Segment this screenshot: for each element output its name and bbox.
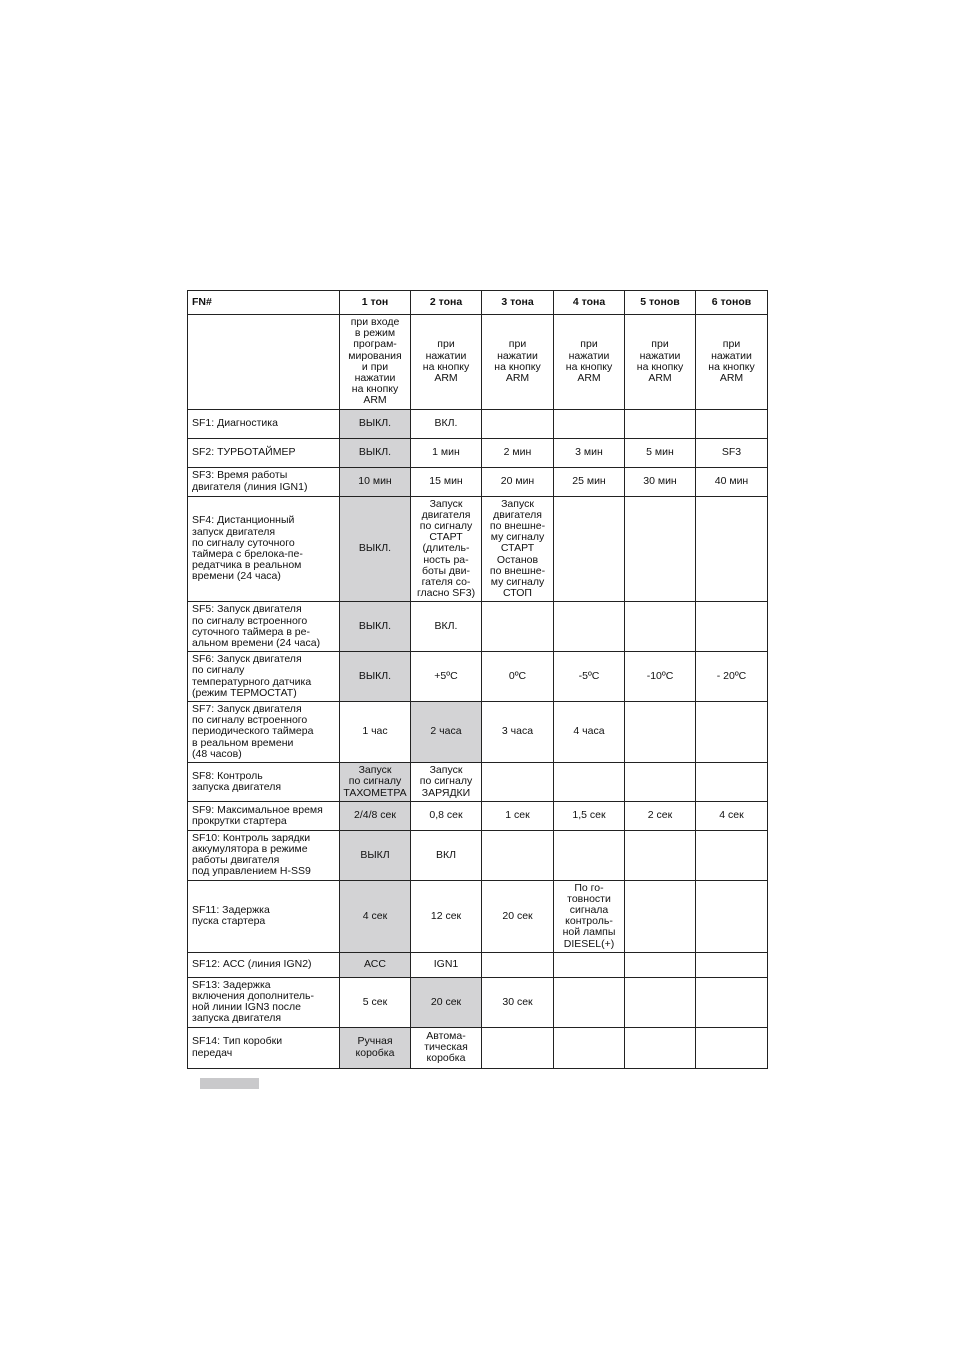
cell-value: АСС [364, 958, 386, 971]
row-label [188, 977, 340, 1027]
row-label [188, 315, 340, 410]
table-cell [411, 702, 482, 763]
cell-value: 40 мин [714, 475, 749, 488]
table-cell [411, 315, 482, 410]
table-cell [554, 409, 625, 438]
table-cell [482, 702, 554, 763]
table-cell [625, 1027, 696, 1068]
table-cell [340, 496, 411, 602]
cell-value: ВЫКЛ. [358, 620, 392, 633]
cell-value: при нажатии на кнопку ARM [422, 338, 470, 385]
cell-value: IGN1 [433, 958, 459, 971]
table-cell [625, 467, 696, 496]
cell-value: Запуск по сигналу ЗАРЯДКИ [419, 764, 473, 799]
table-row [188, 702, 768, 763]
cell-value: 0,8 сек [429, 809, 463, 822]
cell-value: ВЫКЛ. [358, 446, 392, 459]
table-row [188, 467, 768, 496]
table-header-row [188, 291, 768, 315]
table-cell [411, 952, 482, 977]
row-label-text: SF3: Время работы двигателя (линия IGN1) [192, 469, 308, 493]
table-cell [696, 438, 768, 467]
cell-value: ВЫКЛ [360, 848, 390, 861]
cell-value: 1 сек [505, 809, 530, 822]
row-label-text: SF2: ТУРБОТАЙМЕР [192, 446, 296, 459]
table-cell [411, 830, 482, 880]
table-row [188, 830, 768, 880]
table-cell [482, 1027, 554, 1068]
row-label-text: SF14: Тип коробки передач [192, 1035, 283, 1059]
table-cell [696, 652, 768, 702]
row-label-text: SF11: Задержка пуска стартера [192, 903, 270, 928]
cell-value: -5ºC [578, 670, 600, 683]
header-tone-5: 5 тонов [625, 291, 696, 315]
cell-value: ВКЛ. [434, 620, 458, 633]
cell-value: По го- товности сигнала контроль- ной лампы DIESEL(+) [562, 881, 616, 950]
table-cell [625, 763, 696, 802]
table-cell [625, 952, 696, 977]
table-row [188, 652, 768, 702]
table-cell [696, 880, 768, 952]
cell-value: ВКЛ [435, 848, 456, 861]
table-row [188, 763, 768, 802]
cell-value: 2 часа [430, 725, 462, 738]
cell-value: 20 мин [500, 475, 535, 488]
table-cell [340, 409, 411, 438]
cell-value: 2 сек [647, 809, 673, 822]
table-cell [554, 880, 625, 952]
table-row [188, 977, 768, 1027]
table-cell [554, 1027, 625, 1068]
cell-value: 15 мин [429, 475, 463, 488]
table-cell [554, 763, 625, 802]
row-label-text: SF13: Задержка включения дополнитель- ной линии IGN3 после запуска двигателя [192, 978, 314, 1025]
table-cell [625, 315, 696, 410]
table-cell [554, 801, 625, 830]
cell-value: 30 сек [502, 995, 533, 1008]
cell-value: ВЫКЛ. [358, 542, 392, 555]
table-cell [696, 409, 768, 438]
cell-value: 4 сек [362, 909, 388, 922]
row-label-text: SF4: Дистанционный запуск двигателя по сигналу суточного таймера с брелока-пе- редатчика в реальном времени (24 часа) [192, 514, 303, 583]
table-cell [696, 602, 768, 652]
default-value-legend-swatch [200, 1078, 259, 1089]
cell-value: SF3 [721, 446, 742, 459]
header-fn: FN# [188, 291, 340, 315]
cell-value: 4 часа [573, 725, 605, 738]
table-cell [482, 438, 554, 467]
table-cell [625, 496, 696, 602]
row-label-text: SF8: Контроль запуска двигателя [192, 769, 282, 793]
table-cell [625, 409, 696, 438]
table-cell [696, 952, 768, 977]
cell-value: - 20ºC [716, 670, 747, 683]
cell-value: 20 сек [502, 909, 533, 922]
table-cell [482, 652, 554, 702]
table-cell [482, 602, 554, 652]
table-row [188, 496, 768, 602]
table-cell [340, 315, 411, 410]
table-cell [554, 952, 625, 977]
cell-value: 2/4/8 сек [354, 809, 396, 822]
table-cell [696, 1027, 768, 1068]
table-cell [411, 496, 482, 602]
table-cell [411, 1027, 482, 1068]
cell-value: 20 сек [430, 995, 462, 1008]
table-row [188, 438, 768, 467]
table-cell [482, 315, 554, 410]
table-cell [340, 1027, 411, 1068]
table-cell [554, 830, 625, 880]
cell-value: при нажатии на кнопку ARM [565, 338, 613, 385]
table-cell [554, 438, 625, 467]
table-cell [696, 977, 768, 1027]
table-row [188, 952, 768, 977]
header-tone-2: 2 тона [411, 291, 482, 315]
table-cell [340, 602, 411, 652]
cell-value: 4 сек [719, 809, 744, 822]
table-cell [625, 438, 696, 467]
table-cell [482, 952, 554, 977]
cell-value: 30 мин [643, 475, 677, 488]
table-cell [554, 496, 625, 602]
cell-value: 1 мин [432, 446, 460, 459]
table-cell [411, 438, 482, 467]
function-settings-table [187, 290, 768, 1069]
row-label [188, 652, 340, 702]
table-cell [696, 830, 768, 880]
table-cell [482, 977, 554, 1027]
row-label [188, 801, 340, 830]
cell-value: 2 мин [503, 446, 532, 459]
table-cell [411, 977, 482, 1027]
table-cell [696, 702, 768, 763]
row-label-text: SF12: АСС (линия IGN2) [192, 958, 312, 971]
cell-value: Запуск двигателя по внешне- му сигналу СТАРТ Останов по внешне- му сигналу СТОП [489, 497, 546, 600]
cell-value: при нажатии на кнопку ARM [494, 338, 541, 385]
table-cell [625, 880, 696, 952]
table-row [188, 409, 768, 438]
table-cell [696, 315, 768, 410]
table-cell [625, 977, 696, 1027]
cell-value: 3 часа [501, 725, 534, 738]
cell-value: ВЫКЛ. [358, 670, 392, 683]
table-cell [625, 801, 696, 830]
row-label [188, 1027, 340, 1068]
row-label [188, 880, 340, 952]
cell-value: 1 час [362, 725, 388, 738]
cell-value: 25 мин [572, 475, 606, 488]
table-cell [340, 652, 411, 702]
table-cell [554, 977, 625, 1027]
table-cell [411, 801, 482, 830]
cell-value: Автома- тическая коробка [424, 1029, 468, 1065]
cell-value: ВЫКЛ. [358, 417, 392, 430]
row-label [188, 763, 340, 802]
table-cell [625, 702, 696, 763]
table-cell [482, 830, 554, 880]
cell-value: ВКЛ. [434, 417, 458, 430]
table-cell [554, 602, 625, 652]
row-label-text: SF1: Диагностика [192, 417, 278, 430]
row-label-text: SF10: Контроль зарядки аккумулятора в режиме работы двигателя под управлением H-SS9 [192, 831, 311, 878]
cell-value: при нажатии на кнопку ARM [636, 338, 684, 385]
table-cell [411, 652, 482, 702]
table-cell [482, 496, 554, 602]
cell-value: -10ºC [646, 670, 674, 683]
cell-value: при нажатии на кнопку ARM [708, 338, 755, 385]
row-label-text: SF5: Запуск двигателя по сигналу встроенного суточного таймера в ре- альном времени (24 часа) [192, 603, 321, 650]
table-cell [482, 763, 554, 802]
header-tone-3: 3 тона [482, 291, 554, 315]
cell-value: Запуск двигателя по сигналу СТАРТ (длитель- ность ра- боты дви- гателя со- гласно SF3) [416, 497, 476, 600]
table-cell [340, 880, 411, 952]
row-label-text: SF9: Максимальное время прокрутки стартера [192, 803, 323, 827]
table-row [188, 602, 768, 652]
table-cell [696, 467, 768, 496]
cell-value: 5 сек [362, 995, 388, 1008]
table-cell [340, 467, 411, 496]
cell-value: 12 сек [430, 909, 462, 922]
header-tone-1: 1 тон [340, 291, 411, 315]
cell-value: при входе в режим програм- мирования и при нажатии на кнопку ARM [348, 316, 402, 407]
table-cell [554, 652, 625, 702]
row-label [188, 409, 340, 438]
table-cell [625, 830, 696, 880]
table-cell [554, 702, 625, 763]
table-cell [340, 763, 411, 802]
table-cell [411, 467, 482, 496]
table-cell [696, 801, 768, 830]
table-cell [554, 315, 625, 410]
table-row [188, 1027, 768, 1068]
cell-value: 5 мин [646, 446, 674, 459]
table-cell [411, 763, 482, 802]
table-row [188, 315, 768, 410]
table-cell [482, 880, 554, 952]
row-label [188, 438, 340, 467]
table-cell [411, 409, 482, 438]
table-cell [554, 467, 625, 496]
cell-value: 0ºC [508, 670, 527, 683]
table-cell [340, 438, 411, 467]
table-row [188, 880, 768, 952]
row-label [188, 602, 340, 652]
table-cell [411, 880, 482, 952]
table-cell [696, 763, 768, 802]
cell-value: Запуск по сигналу ТАХОМЕТРА [343, 764, 407, 799]
table-cell [340, 801, 411, 830]
row-label [188, 467, 340, 496]
cell-value: 10 мин [358, 475, 392, 488]
table-row [188, 801, 768, 830]
cell-value: Ручная коробка [355, 1035, 395, 1059]
table-cell [482, 409, 554, 438]
row-label-text: SF6: Запуск двигателя по сигналу температурного датчика (режим ТЕРМОСТАТ) [192, 653, 312, 699]
row-label [188, 702, 340, 763]
table-cell [340, 977, 411, 1027]
row-label [188, 952, 340, 977]
cell-value: +5ºC [434, 670, 458, 683]
row-label [188, 496, 340, 602]
header-tone-6: 6 тонов [696, 291, 768, 315]
row-label [188, 830, 340, 880]
cell-value: 3 мин [575, 446, 603, 459]
table-cell [340, 830, 411, 880]
cell-value: 1,5 сек [572, 809, 606, 822]
table-cell [625, 602, 696, 652]
table-cell [340, 952, 411, 977]
row-label-text: SF7: Запуск двигателя по сигналу встроенного периодического таймера в реальном времени (48 часов) [192, 703, 314, 760]
table-cell [340, 702, 411, 763]
table-cell [482, 801, 554, 830]
table-cell [625, 652, 696, 702]
table-cell [696, 496, 768, 602]
header-tone-4: 4 тона [554, 291, 625, 315]
table-cell [411, 602, 482, 652]
table-cell [482, 467, 554, 496]
